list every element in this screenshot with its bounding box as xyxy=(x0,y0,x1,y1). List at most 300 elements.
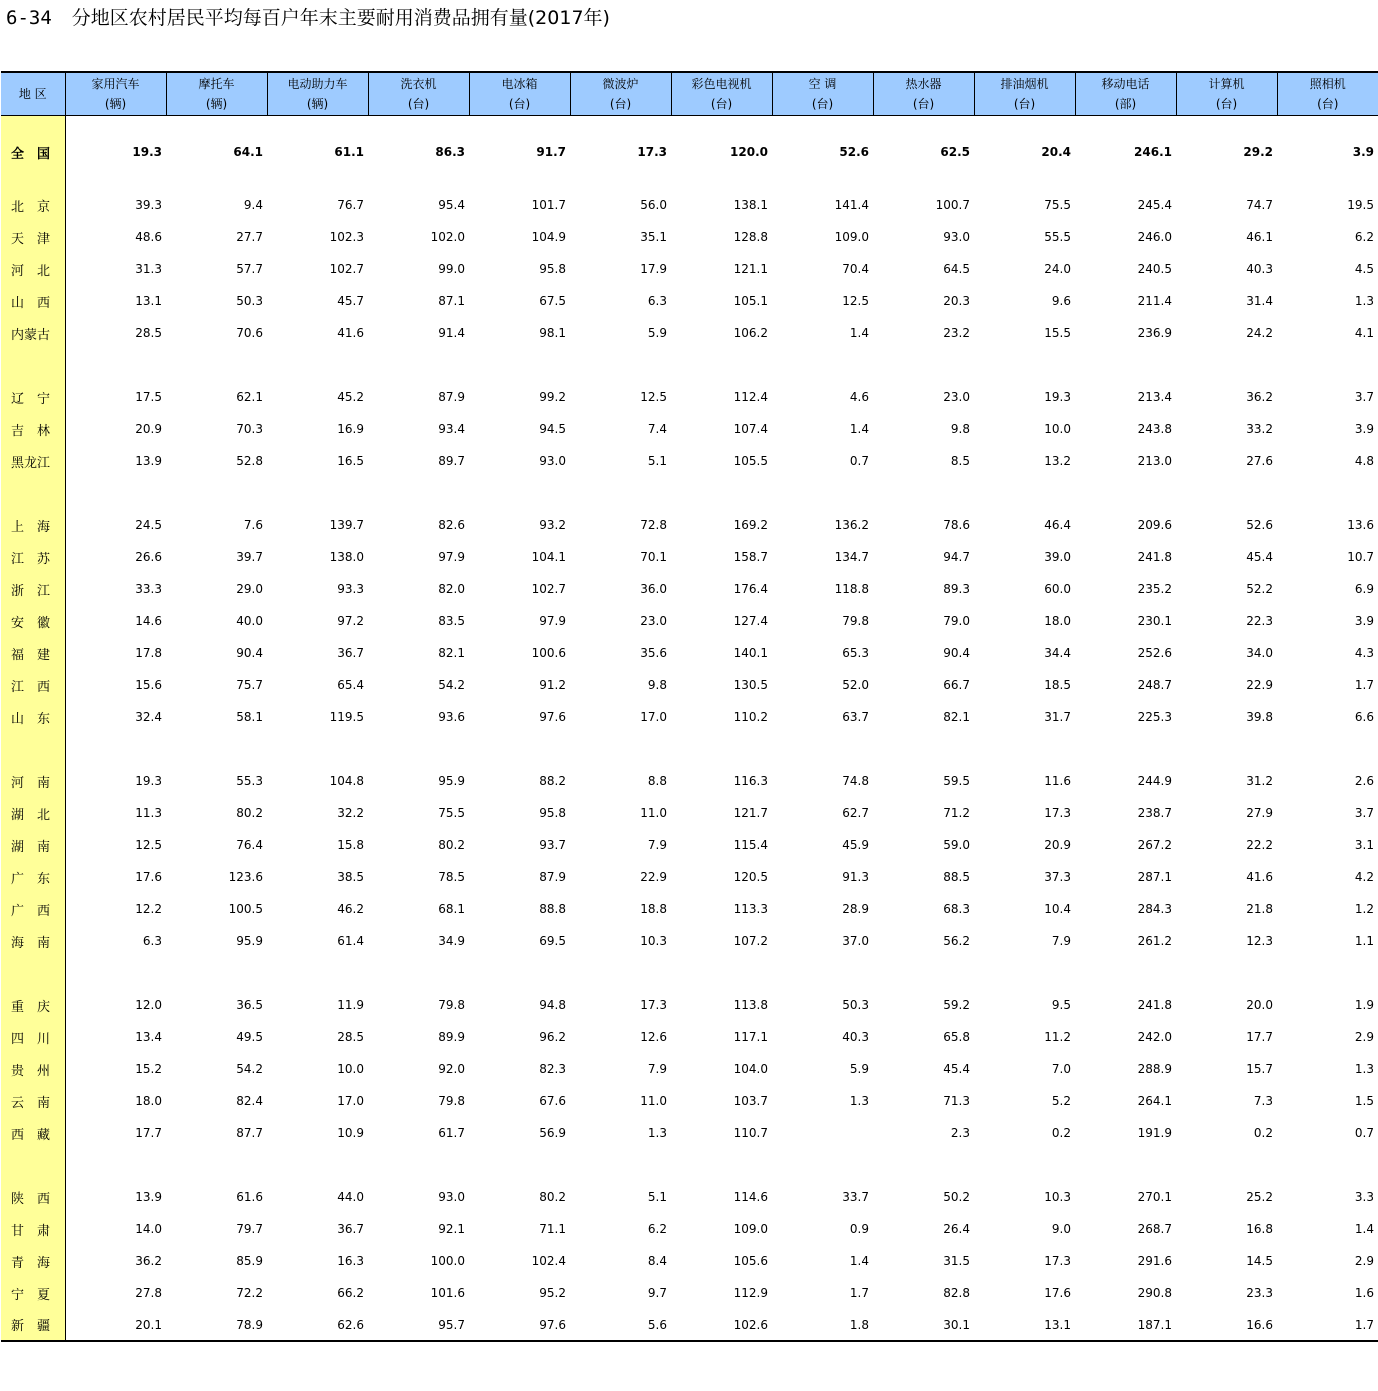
region-name: 湖 北 xyxy=(1,797,65,829)
value-cell: 69.5 xyxy=(539,934,566,948)
table-number: 6-34 xyxy=(6,7,52,29)
value-cell: 74.8 xyxy=(842,774,869,788)
value-cell: 2.3 xyxy=(950,1126,970,1140)
value-cell: 246.1 xyxy=(1134,145,1172,160)
table-row xyxy=(1,637,1378,669)
value-cell: 52.6 xyxy=(839,145,869,160)
value-cell: 176.4 xyxy=(733,582,768,596)
value-cell: 268.7 xyxy=(1137,1222,1172,1236)
value-cell: 211.4 xyxy=(1137,294,1172,308)
value-cell: 14.0 xyxy=(135,1222,162,1236)
value-cell: 104.0 xyxy=(733,1062,768,1076)
value-cell: 17.9 xyxy=(640,262,667,276)
value-cell: 7.3 xyxy=(1253,1094,1273,1108)
value-cell: 1.3 xyxy=(849,1094,869,1108)
value-cell: 87.7 xyxy=(236,1126,263,1140)
region-name: 福 建 xyxy=(1,637,65,669)
value-cell: 72.2 xyxy=(236,1286,263,1300)
value-cell: 45.9 xyxy=(842,838,869,852)
column-header-name: 计算机 xyxy=(1208,76,1245,91)
region-name: 黑龙江 xyxy=(1,445,65,477)
value-cell: 61.6 xyxy=(236,1190,263,1204)
value-cell: 39.7 xyxy=(236,550,263,564)
value-cell: 158.7 xyxy=(733,550,768,564)
table-title xyxy=(6,6,610,30)
value-cell: 104.1 xyxy=(531,550,566,564)
value-cell: 291.6 xyxy=(1137,1254,1172,1268)
value-cell: 2.6 xyxy=(1354,774,1374,788)
value-cell: 31.3 xyxy=(135,262,162,276)
value-cell: 8.4 xyxy=(647,1254,667,1268)
column-header-unit: (台) xyxy=(609,96,632,111)
value-cell: 4.1 xyxy=(1354,326,1374,340)
column-header-name: 排油烟机 xyxy=(1000,76,1049,91)
value-cell: 101.7 xyxy=(531,198,566,212)
value-cell: 97.9 xyxy=(438,550,465,564)
value-cell: 93.3 xyxy=(337,582,364,596)
value-cell: 270.1 xyxy=(1137,1190,1172,1204)
value-cell: 241.8 xyxy=(1137,550,1172,564)
value-cell: 90.4 xyxy=(943,646,970,660)
value-cell: 62.6 xyxy=(267,1309,368,1341)
value-cell: 86.3 xyxy=(435,145,465,160)
value-cell: 107.2 xyxy=(733,934,768,948)
value-cell: 27.9 xyxy=(1246,806,1273,820)
value-cell: 39.3 xyxy=(135,198,162,212)
value-cell: 209.6 xyxy=(1137,518,1172,532)
table-row xyxy=(1,253,1378,285)
value-cell: 284.3 xyxy=(1137,902,1172,916)
value-cell: 1.2 xyxy=(1354,902,1374,916)
value-cell: 17.3 xyxy=(640,998,667,1012)
value-cell: 120.0 xyxy=(730,145,768,160)
value-cell: 33.7 xyxy=(842,1190,869,1204)
value-cell: 9.8 xyxy=(647,678,667,692)
value-cell: 1.4 xyxy=(849,422,869,436)
value-cell: 59.2 xyxy=(943,998,970,1012)
value-cell: 16.5 xyxy=(337,454,364,468)
value-cell: 11.2 xyxy=(1044,1030,1071,1044)
value-cell: 36.5 xyxy=(236,998,263,1012)
value-cell: 10.0 xyxy=(337,1062,364,1076)
value-cell: 94.5 xyxy=(539,422,566,436)
value-cell: 4.5 xyxy=(1354,262,1374,276)
value-cell: 55.5 xyxy=(1044,230,1071,244)
value-cell: 17.3 xyxy=(1044,1254,1071,1268)
spacer-cell xyxy=(1,349,65,381)
value-cell: 3.3 xyxy=(1354,1190,1374,1204)
value-cell: 49.5 xyxy=(236,1030,263,1044)
region-name: 四 川 xyxy=(1,1021,65,1053)
value-cell: 235.2 xyxy=(1137,582,1172,596)
value-cell: 6.2 xyxy=(1354,230,1374,244)
value-cell: 54.2 xyxy=(236,1062,263,1076)
value-cell: 28.9 xyxy=(842,902,869,916)
value-cell: 10.0 xyxy=(1044,422,1071,436)
value-cell: 79.0 xyxy=(943,614,970,628)
table-row xyxy=(1,445,1378,477)
region-name: 广 西 xyxy=(1,893,65,925)
value-cell: 93.4 xyxy=(438,422,465,436)
value-cell: 10.4 xyxy=(1044,902,1071,916)
value-cell: 68.1 xyxy=(438,902,465,916)
value-cell: 243.8 xyxy=(1137,422,1172,436)
value-cell: 93.7 xyxy=(539,838,566,852)
region-name: 甘 肃 xyxy=(1,1213,65,1245)
value-cell: 75.5 xyxy=(438,806,465,820)
column-header xyxy=(469,72,570,115)
value-cell: 12.5 xyxy=(640,390,667,404)
value-cell: 12.0 xyxy=(135,998,162,1012)
spacer-cell xyxy=(1,733,65,765)
table-row xyxy=(1,413,1378,445)
value-cell: 82.0 xyxy=(438,582,465,596)
value-cell: 109.0 xyxy=(834,230,869,244)
table-row xyxy=(1,861,1378,893)
column-header-name: 洗衣机 xyxy=(400,76,437,91)
value-cell: 102.4 xyxy=(531,1254,566,1268)
value-cell: 76.4 xyxy=(236,838,263,852)
value-cell: 52.6 xyxy=(1246,518,1273,532)
value-cell: 5.1 xyxy=(647,454,667,468)
value-cell: 1.9 xyxy=(1354,998,1374,1012)
value-cell: 45.7 xyxy=(337,294,364,308)
value-cell: 82.1 xyxy=(438,646,465,660)
value-cell: 16.8 xyxy=(1246,1222,1273,1236)
value-cell: 102.0 xyxy=(430,230,465,244)
value-cell: 17.5 xyxy=(135,390,162,404)
header-row xyxy=(1,72,1378,115)
value-cell: 105.5 xyxy=(733,454,768,468)
column-header-unit: (台) xyxy=(1215,96,1238,111)
value-cell: 12.3 xyxy=(1246,934,1273,948)
value-cell: 36.2 xyxy=(135,1254,162,1268)
value-cell: 91.2 xyxy=(539,678,566,692)
value-cell: 34.9 xyxy=(438,934,465,948)
value-cell: 16.9 xyxy=(337,422,364,436)
value-cell: 46.1 xyxy=(1246,230,1273,244)
value-cell: 2.9 xyxy=(1354,1254,1374,1268)
value-cell: 9.7 xyxy=(647,1286,667,1300)
value-cell: 36.7 xyxy=(337,646,364,660)
value-cell: 79.8 xyxy=(438,998,465,1012)
column-header xyxy=(974,72,1075,115)
table-row xyxy=(1,285,1378,317)
value-cell: 20.4 xyxy=(1041,145,1071,160)
value-cell: 238.7 xyxy=(1137,806,1172,820)
value-cell: 20.1 xyxy=(65,1309,166,1341)
spacer-cell xyxy=(65,349,1378,381)
value-cell: 13.9 xyxy=(135,1190,162,1204)
value-cell: 61.4 xyxy=(337,934,364,948)
table-row xyxy=(1,989,1378,1021)
group-spacer xyxy=(1,1149,1378,1181)
value-cell: 1.5 xyxy=(1354,1094,1374,1108)
value-cell: 91.4 xyxy=(438,326,465,340)
column-header xyxy=(368,72,469,115)
table-row xyxy=(1,701,1378,733)
value-cell: 116.3 xyxy=(733,774,768,788)
value-cell: 120.5 xyxy=(733,870,768,884)
region-name: 湖 南 xyxy=(1,829,65,861)
value-cell: 11.0 xyxy=(640,1094,667,1108)
value-cell: 17.6 xyxy=(1044,1286,1071,1300)
column-header-unit: (台) xyxy=(710,96,733,111)
region-name: 新 疆 xyxy=(1,1309,65,1341)
value-cell: 11.0 xyxy=(640,806,667,820)
value-cell: 62.7 xyxy=(842,806,869,820)
value-cell: 3.9 xyxy=(1352,145,1374,160)
value-cell: 4.6 xyxy=(849,390,869,404)
value-cell: 19.3 xyxy=(132,145,162,160)
value-cell: 59.5 xyxy=(943,774,970,788)
value-cell: 21.8 xyxy=(1246,902,1273,916)
spacer-cell xyxy=(1,1149,65,1181)
value-cell: 88.5 xyxy=(943,870,970,884)
value-cell: 169.2 xyxy=(733,518,768,532)
region-name: 江 西 xyxy=(1,669,65,701)
value-cell: 82.3 xyxy=(539,1062,566,1076)
column-header-unit: (台) xyxy=(508,96,531,111)
region-name: 河 北 xyxy=(1,253,65,285)
region-name: 上 海 xyxy=(1,509,65,541)
table-row xyxy=(1,381,1378,413)
value-cell: 64.1 xyxy=(233,145,263,160)
value-cell: 7.9 xyxy=(1051,934,1071,948)
value-cell: 38.5 xyxy=(337,870,364,884)
value-cell: 56.9 xyxy=(539,1126,566,1140)
value-cell: 11.3 xyxy=(135,806,162,820)
value-cell: 1.4 xyxy=(1354,1222,1374,1236)
value-cell: 78.9 xyxy=(166,1309,267,1341)
value-cell: 31.2 xyxy=(1246,774,1273,788)
value-cell: 5.1 xyxy=(647,1190,667,1204)
value-cell: 89.9 xyxy=(438,1030,465,1044)
value-cell: 23.2 xyxy=(943,326,970,340)
value-cell: 1.4 xyxy=(849,326,869,340)
value-cell: 30.1 xyxy=(873,1309,974,1341)
column-header xyxy=(65,72,166,115)
value-cell: 15.6 xyxy=(135,678,162,692)
value-cell: 65.3 xyxy=(842,646,869,660)
table-row xyxy=(1,1309,1378,1341)
value-cell: 67.5 xyxy=(539,294,566,308)
value-cell: 90.4 xyxy=(236,646,263,660)
value-cell: 64.5 xyxy=(943,262,970,276)
column-header-name: 电动助力车 xyxy=(287,76,348,91)
value-cell: 287.1 xyxy=(1137,870,1172,884)
value-cell: 9.0 xyxy=(1051,1222,1071,1236)
value-cell: 80.2 xyxy=(236,806,263,820)
value-cell: 9.4 xyxy=(243,198,263,212)
region-name: 广 东 xyxy=(1,861,65,893)
column-header-unit: (部) xyxy=(1114,96,1137,111)
value-cell: 68.3 xyxy=(943,902,970,916)
value-cell: 37.3 xyxy=(1044,870,1071,884)
value-cell: 75.7 xyxy=(236,678,263,692)
value-cell: 97.6 xyxy=(539,710,566,724)
table-row xyxy=(1,1053,1378,1085)
value-cell: 26.4 xyxy=(943,1222,970,1236)
column-header-unit: (台) xyxy=(811,96,834,111)
value-cell: 23.0 xyxy=(943,390,970,404)
region-name: 山 东 xyxy=(1,701,65,733)
column-header-name: 照相机 xyxy=(1309,76,1346,91)
table-row xyxy=(1,573,1378,605)
value-cell: 118.8 xyxy=(834,582,869,596)
value-cell: 17.7 xyxy=(135,1126,162,1140)
column-header-unit: (辆) xyxy=(306,96,329,111)
value-cell: 5.2 xyxy=(1051,1094,1071,1108)
value-cell: 100.7 xyxy=(935,198,970,212)
value-cell: 46.2 xyxy=(337,902,364,916)
value-cell: 78.5 xyxy=(438,870,465,884)
value-cell: 94.8 xyxy=(539,998,566,1012)
value-cell: 50.3 xyxy=(842,998,869,1012)
value-cell: 18.0 xyxy=(135,1094,162,1108)
region-name: 内蒙古 xyxy=(1,317,65,349)
value-cell: 16.6 xyxy=(1176,1309,1277,1341)
value-cell: 7.9 xyxy=(647,1062,667,1076)
value-cell: 13.2 xyxy=(1044,454,1071,468)
value-cell: 0.2 xyxy=(1051,1126,1071,1140)
value-cell: 12.5 xyxy=(842,294,869,308)
region-name: 天 津 xyxy=(1,221,65,253)
column-header-unit: (辆) xyxy=(205,96,228,111)
value-cell: 89.7 xyxy=(438,454,465,468)
value-cell: 1.7 xyxy=(1277,1309,1378,1341)
value-cell: 18.0 xyxy=(1044,614,1071,628)
value-cell: 22.3 xyxy=(1246,614,1273,628)
value-cell: 9.6 xyxy=(1051,294,1071,308)
table-row xyxy=(1,189,1378,221)
value-cell: 93.0 xyxy=(539,454,566,468)
value-cell: 96.2 xyxy=(539,1030,566,1044)
value-cell: 3.7 xyxy=(1354,806,1374,820)
value-cell: 130.5 xyxy=(733,678,768,692)
value-cell: 134.7 xyxy=(834,550,869,564)
value-cell: 40.3 xyxy=(1246,262,1273,276)
value-cell: 17.6 xyxy=(135,870,162,884)
value-cell: 20.0 xyxy=(1246,998,1273,1012)
value-cell: 33.2 xyxy=(1246,422,1273,436)
value-cell: 79.8 xyxy=(438,1094,465,1108)
value-cell: 59.0 xyxy=(943,838,970,852)
value-cell: 75.5 xyxy=(1044,198,1071,212)
value-cell: 10.9 xyxy=(337,1126,364,1140)
value-cell: 121.7 xyxy=(733,806,768,820)
value-cell: 0.9 xyxy=(849,1222,869,1236)
region-name: 北 京 xyxy=(1,189,65,221)
column-header-unit: (辆) xyxy=(104,96,127,111)
value-cell: 1.7 xyxy=(849,1286,869,1300)
value-cell: 5.9 xyxy=(849,1062,869,1076)
value-cell: 95.8 xyxy=(539,262,566,276)
table-row xyxy=(1,509,1378,541)
value-cell: 82.4 xyxy=(236,1094,263,1108)
value-cell: 187.1 xyxy=(1075,1309,1176,1341)
value-cell: 61.7 xyxy=(438,1126,465,1140)
value-cell: 18.8 xyxy=(640,902,667,916)
value-cell: 15.8 xyxy=(337,838,364,852)
value-cell: 44.0 xyxy=(337,1190,364,1204)
value-cell: 27.8 xyxy=(135,1286,162,1300)
value-cell: 1.6 xyxy=(1354,1286,1374,1300)
table-row xyxy=(1,1181,1378,1213)
column-header xyxy=(166,72,267,115)
value-cell: 3.1 xyxy=(1354,838,1374,852)
region-name: 浙 江 xyxy=(1,573,65,605)
value-cell: 89.3 xyxy=(943,582,970,596)
value-cell: 31.4 xyxy=(1246,294,1273,308)
value-cell: 241.8 xyxy=(1137,998,1172,1012)
value-cell: 34.0 xyxy=(1246,646,1273,660)
value-cell: 121.1 xyxy=(733,262,768,276)
value-cell: 95.7 xyxy=(368,1309,469,1341)
table-row xyxy=(1,317,1378,349)
region-name: 辽 宁 xyxy=(1,381,65,413)
value-cell: 35.1 xyxy=(640,230,667,244)
region-name: 宁 夏 xyxy=(1,1277,65,1309)
value-cell: 107.4 xyxy=(733,422,768,436)
value-cell: 12.2 xyxy=(135,902,162,916)
value-cell: 41.6 xyxy=(337,326,364,340)
value-cell: 12.5 xyxy=(135,838,162,852)
value-cell: 87.9 xyxy=(438,390,465,404)
column-header-name: 移动电话 xyxy=(1101,76,1150,91)
value-cell: 119.5 xyxy=(329,710,364,724)
value-cell: 79.8 xyxy=(842,614,869,628)
value-cell: 5.6 xyxy=(570,1309,671,1341)
column-header xyxy=(772,72,873,115)
value-cell: 225.3 xyxy=(1137,710,1172,724)
value-cell: 67.6 xyxy=(539,1094,566,1108)
value-cell: 92.0 xyxy=(438,1062,465,1076)
region-name: 山 西 xyxy=(1,285,65,317)
value-cell: 52.8 xyxy=(236,454,263,468)
value-cell: 31.7 xyxy=(1044,710,1071,724)
value-cell: 213.4 xyxy=(1137,390,1172,404)
value-cell: 99.0 xyxy=(438,262,465,276)
value-cell: 101.6 xyxy=(430,1286,465,1300)
value-cell: 97.2 xyxy=(337,614,364,628)
region-name: 河 南 xyxy=(1,765,65,797)
value-cell: 23.0 xyxy=(640,614,667,628)
value-cell: 138.0 xyxy=(329,550,364,564)
value-cell: 50.2 xyxy=(943,1190,970,1204)
value-cell: 240.5 xyxy=(1137,262,1172,276)
value-cell: 22.9 xyxy=(640,870,667,884)
spacer-cell xyxy=(65,477,1378,509)
value-cell: 94.7 xyxy=(943,550,970,564)
value-cell: 1.3 xyxy=(1354,1062,1374,1076)
value-cell: 14.5 xyxy=(1246,1254,1273,1268)
value-cell: 87.9 xyxy=(539,870,566,884)
value-cell: 6.9 xyxy=(1354,582,1374,596)
value-cell: 62.5 xyxy=(940,145,970,160)
value-cell: 55.3 xyxy=(236,774,263,788)
value-cell: 105.1 xyxy=(733,294,768,308)
value-cell: 248.7 xyxy=(1137,678,1172,692)
value-cell: 60.0 xyxy=(1044,582,1071,596)
value-cell: 95.4 xyxy=(438,198,465,212)
table-body xyxy=(1,115,1378,1341)
value-cell: 3.7 xyxy=(1354,390,1374,404)
value-cell: 100.6 xyxy=(531,646,566,660)
value-cell: 103.7 xyxy=(733,1094,768,1108)
spacer-cell xyxy=(65,733,1378,765)
table-row xyxy=(1,669,1378,701)
